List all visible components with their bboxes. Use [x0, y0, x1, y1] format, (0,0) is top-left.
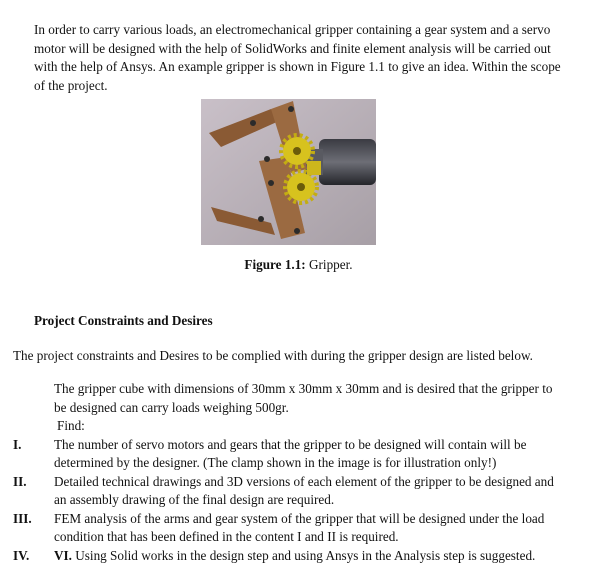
list-item-text: Detailed technical drawings and 3D versions of each element of the gripper to be designed and an assembly drawing of the final design are required.: [54, 473, 554, 507]
find-label: Find:: [57, 418, 85, 433]
requirements-list: [0, 380, 597, 565]
list-item: [0, 436, 597, 473]
list-item-number: I.: [13, 436, 22, 452]
list-item: [0, 510, 597, 547]
gripper-photo: [201, 99, 376, 245]
list-item: [0, 473, 597, 510]
caption-text: Gripper.: [305, 257, 353, 272]
list-item-text: FEM analysis of the arms and gear system of the gripper that will be designed under the load condition that has been defined in the content I and II is required.: [54, 510, 545, 544]
lead-paragraph: The project constraints and Desires to be complied with during the gripper design are listed below.: [13, 348, 533, 363]
intro-paragraph: In order to carry various loads, an electromechanical gripper containing a gear system and a servo motor will be designed with the help of SolidWorks and finite element analysis will be carried out with the help of Ansys. An example gripper is shown in Figure 1.1 to give an idea. Within the scope of the project.: [34, 22, 561, 93]
list-item-body: Using Solid works in the design step and using Ansys in the Analysis step is suggested.: [71, 547, 536, 563]
list-item-lead: VI.: [54, 547, 72, 563]
list-item: [0, 547, 597, 566]
list-preface: The gripper cube with dimensions of 30mm x 30mm x 30mm and is desired that the gripper to be designed can carry loads weighing 500gr.: [54, 381, 553, 415]
list-item-number: IV.: [13, 547, 30, 563]
list-item-number: III.: [13, 510, 32, 526]
list-item-text: [54, 547, 566, 566]
list-preface-row: [0, 380, 597, 417]
caption-label: Figure 1.1:: [244, 257, 306, 272]
figure-caption: [0, 256, 597, 275]
list-item-number: II.: [13, 473, 27, 489]
gripper-illustration: [201, 99, 376, 245]
section-heading: Project Constraints and Desires: [34, 313, 213, 328]
list-item-text: The number of servo motors and gears that the gripper to be designed will contain will be determined by the designer. (The clamp shown in the image is for illustration only!): [54, 436, 527, 470]
